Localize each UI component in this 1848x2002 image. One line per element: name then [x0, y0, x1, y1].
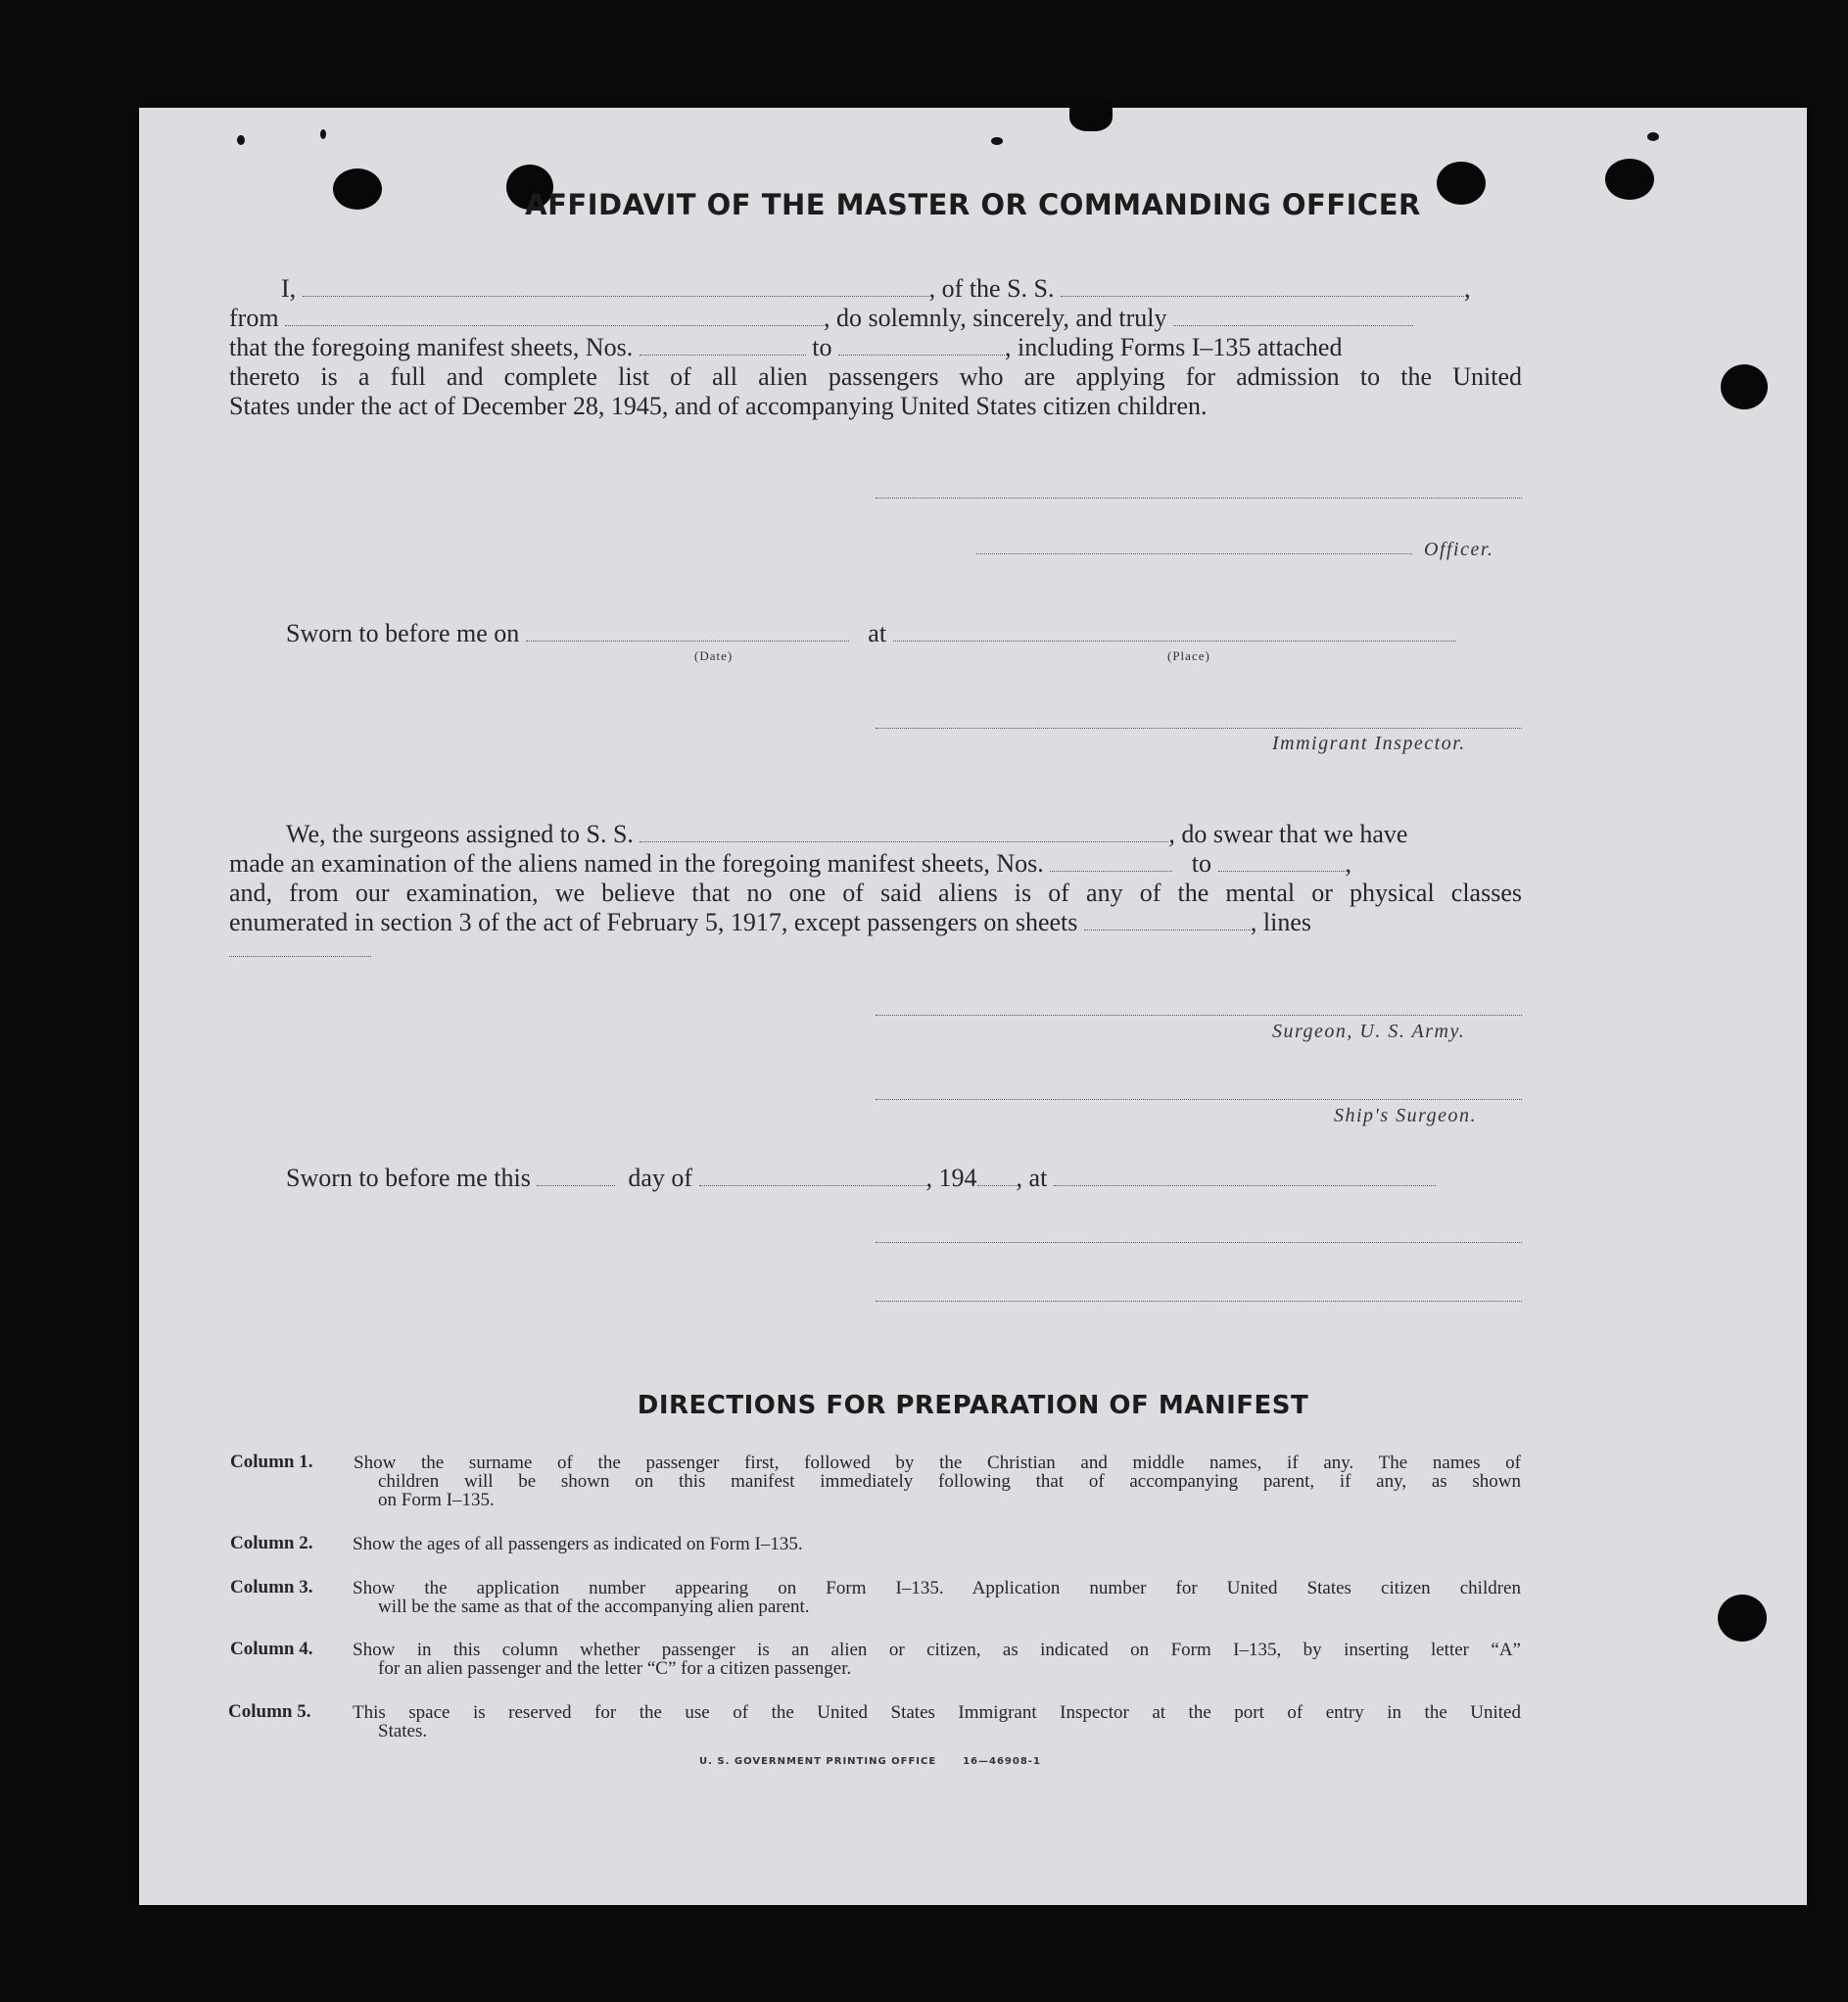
army-surgeon-label: Surgeon, U. S. Army.	[1272, 1021, 1466, 1042]
truly-field[interactable]	[1173, 311, 1413, 326]
army-surgeon-signature-line[interactable]	[876, 1015, 1522, 1016]
officer-label: Officer.	[1424, 539, 1494, 560]
inspector-signature-line-2[interactable]	[876, 1242, 1522, 1243]
inspector-label: Immigrant Inspector.	[1272, 733, 1466, 754]
sworn-line-1: Sworn to before me on at	[286, 619, 1456, 648]
ship-surgeon-label: Ship's Surgeon.	[1334, 1105, 1478, 1126]
speck	[237, 135, 245, 145]
sworn-at-field[interactable]	[1054, 1171, 1436, 1186]
officer-title-line[interactable]	[976, 553, 1412, 554]
printing-office-imprint: U. S. GOVERNMENT PRINTING OFFICE 16—46908-1	[699, 1756, 1041, 1767]
inspector-signature-line[interactable]	[876, 728, 1522, 729]
place-caption: (Place)	[1167, 648, 1210, 663]
inspector-title-line-2[interactable]	[876, 1301, 1522, 1302]
except-lines-field[interactable]	[229, 956, 371, 957]
directions-title: DIRECTIONS FOR PREPARATION OF MANIFEST	[637, 1391, 1309, 1420]
sworn-day-field[interactable]	[537, 1171, 615, 1186]
affidavit-line-5: States under the act of December 28, 1945, and of accompanying United States citizen children.	[229, 392, 1208, 420]
except-sheets-field[interactable]	[1084, 916, 1251, 930]
speck	[1647, 132, 1659, 141]
ship-field[interactable]	[1061, 282, 1464, 297]
sworn-place-field[interactable]	[893, 627, 1456, 642]
form-page: AFFIDAVIT OF THE MASTER OR COMMANDING OFFICER I, , of the S. S. , from , do solemnly, sincerely, and truly that the foregoing manifest sheets, Nos. to , including Forms I–135 attached thereto is a full and complete list of all alien passengers who are applying for admission to the United States under the act of December 28, 1945, and of accompanying United States citizen children. Officer. Sworn to before me on at (Date) (Place) Immigrant Inspector. We, the surgeons assigned to S. S. , do swear that we have made an examination of the aliens named in the foregoing manifest sheets, Nos. to , and, from our examination, we believe that no one of said aliens is of any of the mental or physical classes enumerated in section 3 of the act of February 5, 1917, except passengers on sheets , lines Surgeon, U. S. Army. Ship's Surgeon. Sworn to before me this day of , 194 , at DIRECTIONS FOR PREPARATION OF MANIFEST Column 1. Show the surname of the passenger first, followed by the Christian and middle names, if any. The names of children will be shown on this manifest immediately following that of accompanying parent, if any, as shown on Form I–135. Column 2. Show the ages of all passengers as indicated on Form I–135. Column 3. Show the application number appearing on Form I–135. Application number for United States citizen children will be the same as that of the accompanying alien parent. Column 4. Show in this column whether passenger is an alien or citizen, as indicated on Form I–135, by inserting letter “A” for an alien passenger and the letter “C” for a citizen passenger. Column 5. This space is reserved for the use of the United States Immigrant Inspector at the port of entry in the United States. U. S. GOVERNMENT PRINTING OFFICE 16—46908-1	[139, 108, 1807, 1905]
surgeons-sheet-to-field[interactable]	[1218, 857, 1346, 872]
surgeons-line-1: We, the surgeons assigned to S. S. , do swear that we have	[286, 820, 1408, 848]
ship-surgeon-signature-line[interactable]	[876, 1099, 1522, 1100]
officer-signature-line[interactable]	[876, 498, 1522, 499]
sworn-month-field[interactable]	[699, 1171, 926, 1186]
surgeons-ship-field[interactable]	[640, 828, 1168, 842]
speck	[320, 129, 326, 139]
affidavit-line-2: from , do solemnly, sincerely, and truly	[229, 304, 1413, 333]
punch-hole	[1718, 1595, 1767, 1642]
affidavit-line-3: that the foregoing manifest sheets, Nos. to , including Forms I–135 attached	[229, 333, 1343, 361]
sworn-line-2: Sworn to before me this day of , 194 , at	[286, 1164, 1436, 1193]
punch-hole	[1721, 364, 1768, 409]
from-field[interactable]	[285, 311, 824, 326]
sworn-year-field[interactable]	[977, 1171, 1017, 1186]
affidavit-line-4: thereto is a full and complete list of all alien passengers who are applying for admission to the United	[229, 362, 1522, 391]
speck	[991, 137, 1003, 145]
surgeons-line-3: and, from our examination, we believe that no one of said aliens is of any of the mental or physical classes	[229, 879, 1522, 907]
affidavit-line-1: I, , of the S. S. ,	[281, 274, 1471, 303]
surgeons-sheet-from-field[interactable]	[1050, 857, 1172, 872]
torn-edge	[1069, 96, 1113, 131]
affidavit-title: AFFIDAVIT OF THE MASTER OR COMMANDING OFFICER	[525, 188, 1421, 221]
sheet-from-field[interactable]	[640, 341, 806, 356]
sworn-date-field[interactable]	[526, 627, 849, 642]
surgeons-line-2: made an examination of the aliens named in the foregoing manifest sheets, Nos. to ,	[229, 849, 1351, 878]
name-field[interactable]	[303, 282, 929, 297]
sheet-to-field[interactable]	[838, 341, 1005, 356]
surgeons-line-4: enumerated in section 3 of the act of February 5, 1917, except passengers on sheets , lines	[229, 908, 1312, 936]
date-caption: (Date)	[694, 648, 734, 663]
